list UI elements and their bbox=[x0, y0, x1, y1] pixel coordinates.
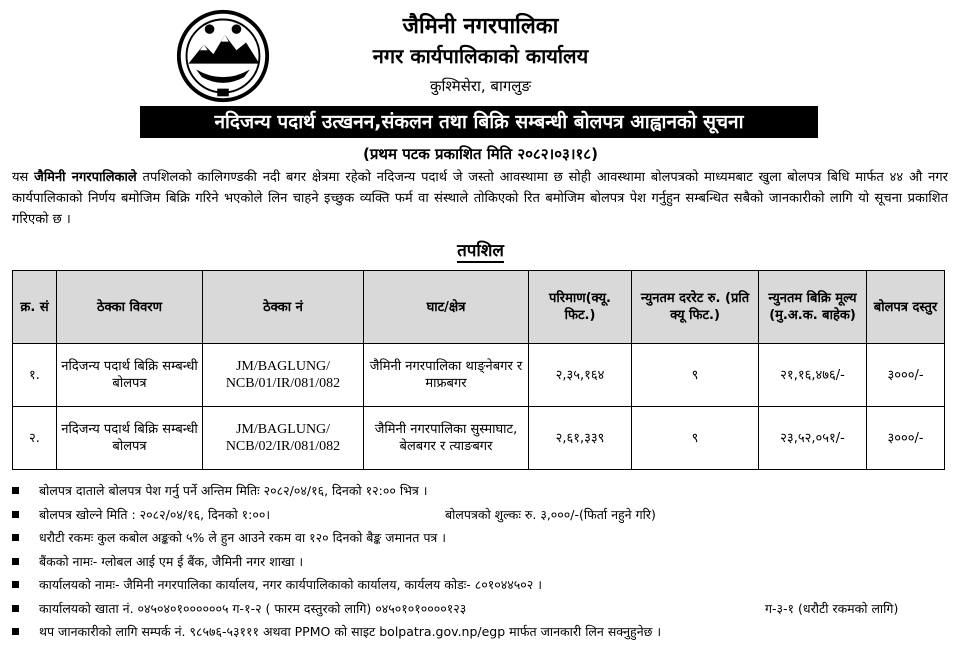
header-value: न्युनतम बिक्रि मूल्य (मु.अ.क. बाहेक) bbox=[759, 271, 867, 344]
header-site: घाट/क्षेत्र bbox=[364, 271, 529, 344]
cell-contract: JM/BAGLUNG/ NCB/02/IR/081/082 bbox=[203, 407, 364, 470]
header-contract: ठेक्का नं bbox=[203, 271, 364, 344]
cell-qty: २,६१,३३९ bbox=[529, 407, 632, 470]
list-item bbox=[12, 503, 952, 527]
cell-value: २३,५२,०५१/- bbox=[759, 407, 867, 470]
list-item bbox=[12, 526, 952, 550]
note-deadline: बोलपत्र दाताले बोलपत्र पेश गर्नु पर्ने अन्तिम मितिः २०८२/०४/१६, दिनको १२:०० भित्र । bbox=[39, 483, 428, 498]
bullet-icon bbox=[12, 511, 19, 518]
intro-pre: यस bbox=[12, 170, 35, 185]
bullet-icon bbox=[12, 534, 19, 541]
list-item bbox=[12, 550, 952, 574]
note-deposit: धरौटी रकमः कुल कबोल अङ्कको ५% ले हुन आउने रकम वा १२० दिनको बैङ्क जमानत पत्र । bbox=[39, 530, 447, 545]
table-title bbox=[0, 238, 961, 261]
note-contact: थप जानकारीको लागि सम्पर्क नं. ९८५७६-५३१११ अथवा PPMO को साइट bolpatra.gov.np/egp मार्फत जानकारी लिन सक्नुहुनेछ । bbox=[39, 624, 662, 639]
list-item bbox=[12, 573, 952, 597]
bullet-icon bbox=[12, 558, 19, 565]
publish-date: (प्रथम पटक प्रकाशित मिति २०८२।०३।१८) bbox=[363, 145, 598, 163]
table-header-row bbox=[13, 271, 945, 344]
note-office: कार्यालयको नामः- जैमिनी नगरपालिका कार्यालय, नगर कार्यपालिकाको कार्यालय, कार्यलय कोडः- ८०१०४४५०२ । bbox=[39, 577, 542, 592]
cell-contract: JM/BAGLUNG/ NCB/01/IR/081/082 bbox=[203, 344, 364, 407]
cell-sn: २. bbox=[13, 407, 57, 470]
bullet-icon bbox=[12, 628, 19, 635]
note-account-purpose: ग-३-१ (धरौटी रकमको लागि) bbox=[765, 600, 899, 616]
bullet-icon bbox=[12, 487, 19, 494]
header-fee: बोलपत्र दस्तुर bbox=[867, 271, 945, 344]
cell-rate: ९ bbox=[632, 344, 759, 407]
cell-value: २१,१६,४७६/- bbox=[759, 344, 867, 407]
cell-site: जैमिनी नगरपालिका थाङ्नेबगर र माफ्रबगर bbox=[364, 344, 529, 407]
cell-rate: ९ bbox=[632, 407, 759, 470]
bullet-icon bbox=[12, 605, 19, 612]
notes-list bbox=[12, 479, 952, 644]
header-qty: परिमाण(क्यू. फिट.) bbox=[529, 271, 632, 344]
note-account: कार्यालयको खाता नं. ०४५०४०१००००००५ ग-१-२ ( फारम दस्तुरको लागि) ०४५०१०१००००१२३ bbox=[39, 600, 467, 616]
municipality-name: जैमिनी नगरपालिका bbox=[402, 14, 559, 39]
cell-desc: नदिजन्य पदार्थ बिक्रि सम्बन्धी बोलपत्र bbox=[57, 407, 203, 470]
list-item bbox=[12, 620, 952, 644]
cell-desc: नदिजन्य पदार्थ बिक्रि सम्बन्धी बोलपत्र bbox=[57, 344, 203, 407]
cell-qty: २,३५,१६४ bbox=[529, 344, 632, 407]
intro-text: तपशिलको कालिगण्डकी नदी बगर क्षेत्रमा रहेको नदिजन्य पदार्थ जे जस्तो आवस्थामा छ सोही आवस्थामा बोलपत्रको माध्यमबाट खुला बोलपत्र बिधि मार्फत ४४ औ नगर कार्यपालिकाको निर्णय बमोजिम बिक्रि गरिने भएकोले लिन चाहने इच्छुक व्यक्ति फर्म वा संस्थाले तोकिएको रित बमोजिम बोलपत्र पेश गर्नुहुन सम्बन्धित सबैको जानकारीको लागि यो सूचना प्रकाशित गरिएको छ । bbox=[12, 170, 948, 227]
office-location: कुश्मिसेरा, बागलुङ bbox=[429, 77, 532, 95]
table-row bbox=[13, 407, 945, 470]
note-bank: बैंकको नामः- ग्लोबल आई एम ई बैंक, जैमिनी नगर शाखा । bbox=[39, 553, 304, 569]
table-row bbox=[13, 344, 945, 407]
list-item bbox=[12, 479, 952, 503]
notice-title-banner: नदिजन्य पदार्थ उत्खनन,संकलन तथा बिक्रि सम्बन्धी बोलपत्र आह्वानको सूचना bbox=[140, 106, 818, 138]
header-sn: क्र. सं bbox=[13, 271, 57, 344]
bullet-icon bbox=[12, 581, 19, 588]
header-desc: ठेक्का विवरण bbox=[57, 271, 203, 344]
office-name: नगर कार्यपालिकाको कार्यालय bbox=[372, 44, 589, 68]
table-title-text: तपशिल bbox=[457, 241, 504, 261]
header-rate: न्युनतम दररेट रु. (प्रति क्यू फिट.) bbox=[632, 271, 759, 344]
list-item bbox=[12, 597, 952, 621]
cell-fee: ३०००/- bbox=[867, 344, 945, 407]
cell-sn: १. bbox=[13, 344, 57, 407]
cell-fee: ३०००/- bbox=[867, 407, 945, 470]
intro-bold: जैमिनी नगरपालिकाले bbox=[34, 170, 137, 185]
note-fee: बोलपत्रको शुल्कः रु. ३,०००/-(फिर्ता नहुने गरि) bbox=[445, 506, 656, 522]
cell-site: जैमिनी नगरपालिका सुस्माघाट, बेलबगर र त्याङबगर bbox=[364, 407, 529, 470]
tender-table bbox=[12, 270, 945, 470]
intro-paragraph bbox=[12, 167, 948, 230]
note-opening: बोलपत्र खोल्ने मिति : २०८२/०४/१६, दिनको १:००। bbox=[39, 506, 271, 522]
